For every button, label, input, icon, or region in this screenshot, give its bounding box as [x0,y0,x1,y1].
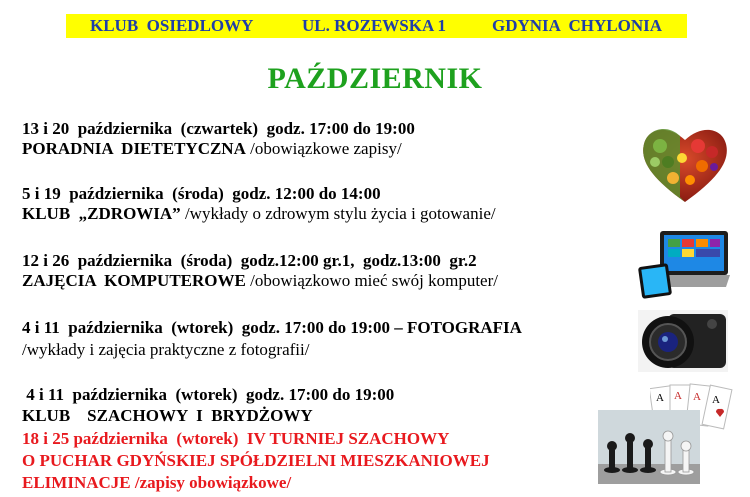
tournament-line-1: 18 i 25 października (wtorek) IV TURNIEJ SZACHOWY [22,429,450,448]
laptop-image [638,229,732,301]
event-4-dates: 4 i 11 października (wtorek) godz. 17:00 do 19:00 – FOTOGRAFIA [22,318,522,337]
event-4-note: /wykłady i zajęcia praktyczne z fotografii/ [22,340,310,359]
event-3-desc [22,271,498,291]
month-title: PAŹDZIERNIK [267,62,483,95]
svg-text:A: A [656,392,664,404]
tournament-line-3: ELIMINACJE /zapisy obowiązkowe/ [22,473,292,492]
event-5-dates: 4 i 11 października (wtorek) godz. 17:00 do 19:00 [22,385,395,404]
event-2-dates: 5 i 19 października (środa) godz. 12:00 do 14:00 [22,184,381,203]
svg-text:A: A [712,394,720,406]
event-1-name: PORADNIA DIETETYCZNA [22,139,246,158]
svg-text:A: A [693,391,701,403]
event-1-note: /obowiązkowe zapisy/ [245,139,402,158]
event-1-dates: 13 i 20 października (czwartek) godz. 17:00 do 19:00 [22,119,415,138]
chess-image [598,410,700,484]
event-2-name: KLUB „ZDROWIA” [22,204,181,223]
tournament-line-2: O PUCHAR GDYŃSKIEJ SPÓŁDZIELNI MIESZKANIOWEJ [22,451,490,470]
svg-text:A: A [674,390,682,402]
header-club: KLUB OSIEDLOWY [90,16,254,35]
header-bar [66,14,687,38]
event-3-note: /obowiązkowo mieć swój komputer/ [245,271,498,290]
event-2-desc [22,204,496,224]
event-3-dates: 12 i 26 października (środa) godz.12:00 gr.1, godz.13:00 gr.2 [22,251,477,270]
camera-image [638,310,728,372]
event-2-note: /wykłady o zdrowym stylu życia i gotowanie/ [180,204,496,223]
header-street: UL. ROZEWSKA 1 [302,16,447,35]
header-city: GDYNIA CHYLONIA [492,16,663,35]
event-5-name: KLUB SZACHOWY I BRYDŻOWY [22,406,313,425]
event-3-name: ZAJĘCIA KOMPUTEROWE [22,271,246,290]
heart-image [640,122,730,204]
event-1-desc [22,139,402,159]
